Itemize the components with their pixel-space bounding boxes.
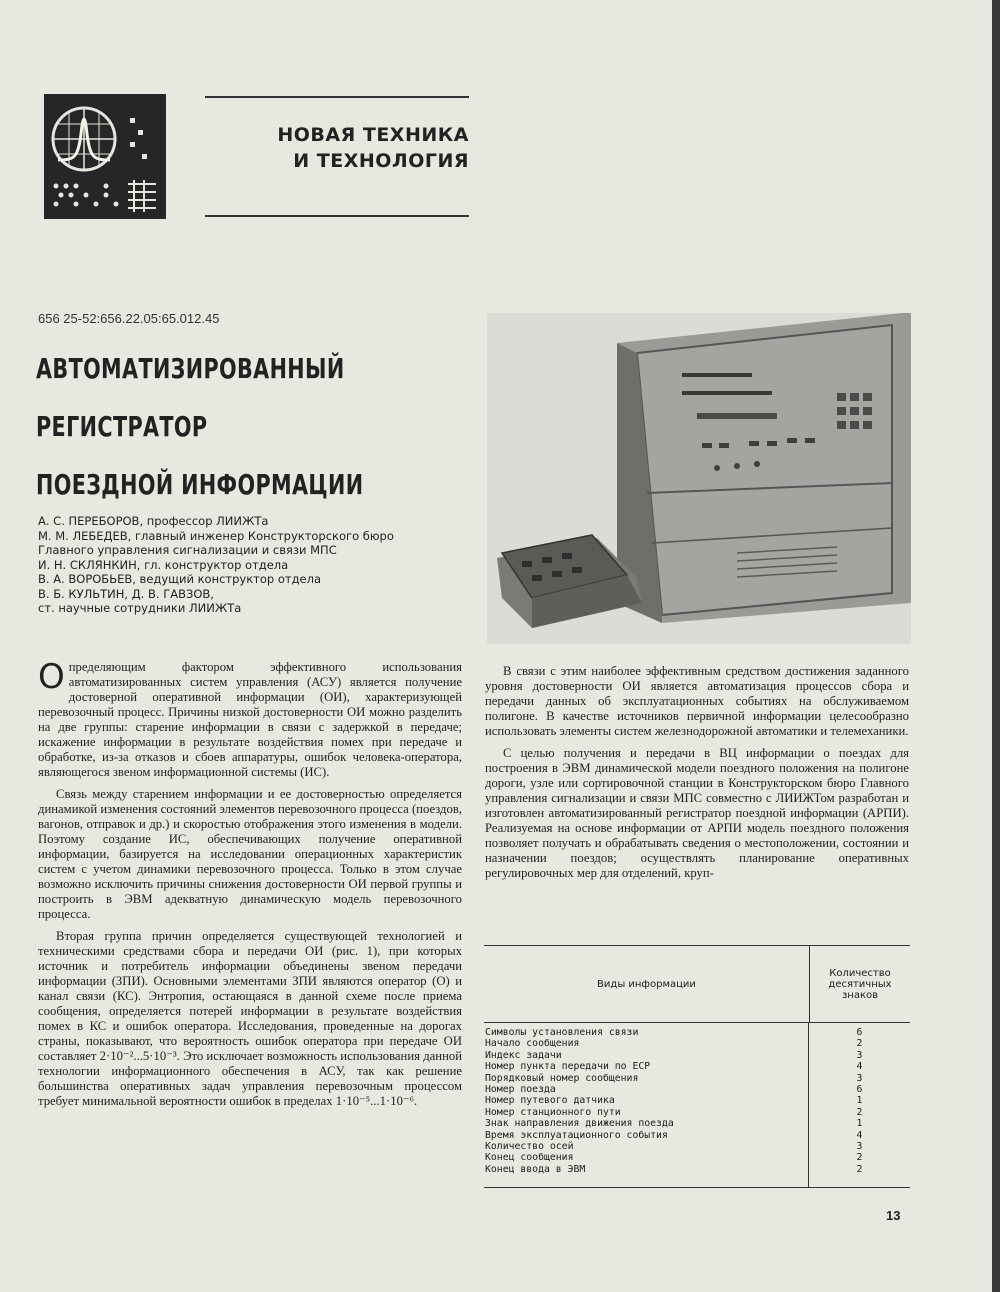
table-row-name: Количество осей [485,1140,574,1152]
table-row-value: 3 [856,1140,863,1152]
headline-line2: РЕГИСТРАТОР [36,410,208,443]
table-row-value: 2 [856,1038,863,1050]
author-list [38,514,478,616]
paragraph-text: пределяющим фактором эффективного использования автоматизированных систем управления (АСУ) является получение достоверной оперативной информации (ОИ), характеризующей перевозочный процесс. Причины низкой достоверности ОИ можно разделить на две группы: старение информации в связи с задержкой в передаче; искажение информации в результате воздействия помех при передаче и обработке, из-за отказов и сбоев аппаратуры, ошибок человека-оператора, являющегося звеном информационной системы (ИС). [38,660,462,779]
page-number: 13 [886,1208,901,1223]
paragraph: Связь между старением информации и ее достоверностью определяется динамикой изменения состояний элементов перевозочного процесса (поездов, вагонов, отправок и др.) и скоростью отображения этого изменения в модели. Поэтому создание ИС, обеспечивающих получение оперативной информации, базируется на исследовании операционных характеристик систем с учетом динамики перевозочного процесса. Только в этом случае возможно исключить причины снижения достоверности ОИ первой группы и построить в ЭВМ адекватную динамическую модель перевозочного процесса. [38,787,462,921]
paragraph: Вторая группа причин определяется существующей технологией и техническими средствами сбора и передачи ОИ (рис. 1), при которых источник и потребитель информации объединены звеном передачи информации (ЗПИ). Основными элементами ЗПИ являются оператор (О) и канал связи (КС). Энтропия, остающаяся в данной схеме после приема сообщения, определяется потерей информации в результате воздействия помех в КС и ошибок оператора. Исследования, проведенные на дорогах страны, показывают, что вероятность ошибок оператора при передаче ОИ составляет 2·10⁻²...5·10⁻³. Это исключает возможность использования данной технологии информационного обеспечения в АСУ, так как решение большинства оперативных задач управления перевозочным процессом требует минимальной вероятности ошибок в пределах 1·10⁻⁵...1·10⁻⁶. [38,929,462,1108]
info-types-table [484,945,910,1188]
author-line: В. А. ВОРОБЬЕВ, ведущий конструктор отдела [38,572,322,586]
author-line: Главного управления сигнализации и связи МПС [38,543,337,557]
table-col-values [809,1023,910,1187]
table-row-value: 4 [856,1129,863,1141]
table-body [484,1023,910,1187]
table-row-name: Знак направления движения поезда [485,1118,674,1130]
table-row-name: Индекс задачи [485,1049,562,1061]
oscilloscope-logo-icon [44,94,166,219]
udc-code: 656 25-52:656.22.05:65.012.45 [38,311,220,326]
table-row-name: Конец сообщения [485,1152,574,1164]
author-line: А. С. ПЕРЕБОРОВ, профессор ЛИИЖТа [38,514,269,528]
header-rule-bottom [205,215,469,217]
author-line: ст. научные сотрудники ЛИИЖТа [38,601,242,615]
headline-line1: АВТОМАТИЗИРОВАННЫЙ [36,352,345,385]
table-row-name: Номер станционного пути [485,1106,621,1118]
table-row-value: 6 [856,1027,863,1038]
table-col-names [484,1023,809,1187]
table-row-value: 2 [856,1106,863,1118]
equipment-photo [487,313,911,644]
author-line: М. М. ЛЕБЕДЕВ, главный инженер Конструкторского бюро [38,528,394,543]
page-edge-shadow [992,0,1000,1292]
headline-line3: ПОЕЗДНОЙ ИНФОРМАЦИИ [36,468,364,501]
paragraph: С целью получения и передачи в ВЦ информации о поездах для построения в ЭВМ динамической модели поездного положения на полигоне дороги, узле или сортировочной станции в Конструкторском бюро Главного управления сигнализации и связи МПС совместно с ЛИИЖТом разработан и изготовлен автоматизированный регистратор поездной информации (АРПИ). Реализуемая на основе информации от АРПИ модель поездного положения позволяет получать и обрабатывать сведения о местоположении, состоянии и назначении поездов; осуществлять планирование оперативных регулировочных мер для отделений, круп- [485,746,909,880]
table-row-value: 6 [856,1083,863,1095]
table-row-name: Порядковый номер сообщения [485,1072,639,1084]
text-column-left [38,657,462,1116]
section-title-line2: И ТЕХНОЛОГИЯ [293,150,469,172]
table-row-value: 4 [856,1061,863,1073]
table-header-digits: Количество десятичных знаков [828,967,892,1001]
paragraph: В связи с этим наиболее эффективным средством достижения заданного уровня достоверности ОИ является автоматизация процессов сбора и передачи данных об эксплуатационных событиях на обслуживаемом полигоне. В качестве источников первичной информации целесообразно использовать элементы систем железнодорожной автоматики и телемеханики. [485,664,909,738]
section-title-line1: НОВАЯ ТЕХНИКА [277,124,469,146]
author-line: И. Н. СКЛЯНКИН, гл. конструктор отдела [38,557,289,572]
table-row-value: 3 [856,1072,863,1084]
drop-cap: О [38,657,65,697]
table-header [484,946,910,1023]
table-row-value: 2 [856,1163,863,1175]
header-rule-top [205,96,469,98]
text-column-right [485,664,909,888]
article-headline [36,340,363,514]
table-header-type: Виды информации [484,946,810,1022]
table-row-name: Время эксплуатационного события [485,1129,668,1141]
table-row-name: Конец ввода в ЭВМ [485,1163,586,1175]
table-row-name: Номер путевого датчика [485,1095,615,1107]
table-row-name: Номер пункта передачи по ЕСР [485,1061,651,1073]
section-title [215,122,469,174]
table-row-name: Номер поезда [485,1083,556,1095]
table-bottom-rule [484,1187,910,1188]
author-line: В. Б. КУЛЬТИН, Д. В. ГАВЗОВ, [38,586,214,601]
table-row-value: 1 [856,1095,863,1107]
table-row-name: Начало сообщения [485,1038,580,1050]
table-row-name: Символы установления связи [485,1027,639,1038]
table-row-value: 1 [856,1118,863,1130]
paragraph [38,657,462,780]
table-row-value: 3 [856,1049,863,1061]
table-row-value: 2 [856,1152,863,1164]
